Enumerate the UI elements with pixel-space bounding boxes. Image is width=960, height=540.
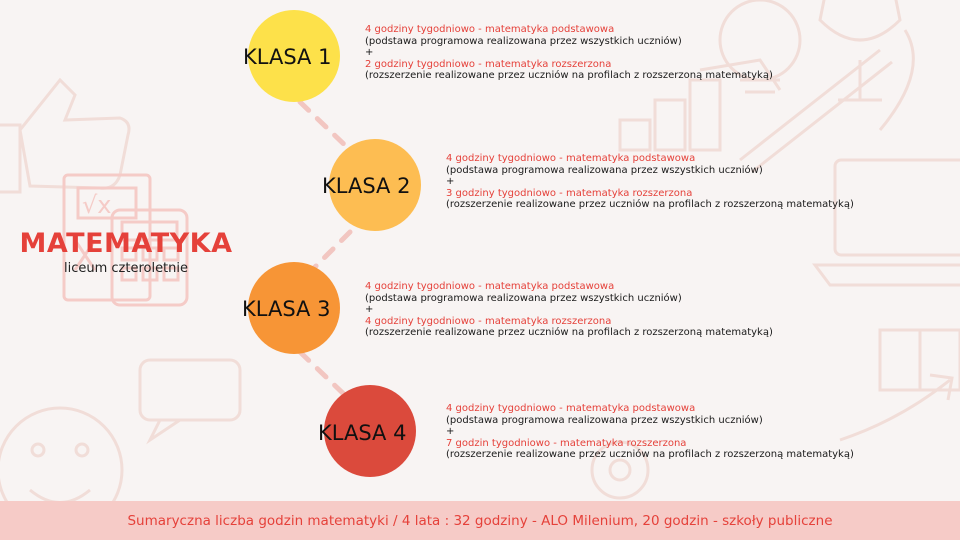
klasa-1-info bbox=[365, 24, 773, 82]
klasa-3-label: KLASA 3 bbox=[242, 297, 331, 321]
klasa-4-basic-note: (podstawa programowa realizowana przez wszystkich uczniów) bbox=[446, 414, 763, 426]
page-title: MATEMATYKA bbox=[19, 228, 233, 259]
klasa-1-label: KLASA 1 bbox=[243, 45, 332, 69]
klasa-4-extended: 7 godzin tygodniowo - matematyka rozszerzona bbox=[446, 437, 687, 449]
klasa-1-basic-note: (podstawa programowa realizowana przez wszystkich uczniów) bbox=[365, 35, 682, 47]
klasa-2-basic-note: (podstawa programowa realizowana przez wszystkich uczniów) bbox=[446, 164, 763, 176]
klasa-4-extended-note: (rozszerzenie realizowane przez uczniów na profilach z rozszerzoną matematyką) bbox=[446, 449, 854, 460]
klasa-1-extended: 2 godziny tygodniowo - matematyka rozszerzona bbox=[365, 58, 612, 70]
page-subtitle: liceum czteroletnie bbox=[63, 261, 189, 276]
footer-bar bbox=[0, 501, 960, 540]
klasa-3-info bbox=[365, 281, 773, 339]
klasa-4-label: KLASA 4 bbox=[318, 421, 407, 445]
title-block bbox=[10, 228, 242, 276]
klasa-3-plus: + bbox=[365, 304, 374, 315]
klasa-1-extended-note: (rozszerzenie realizowane przez uczniów na profilach z rozszerzoną matematyką) bbox=[365, 70, 773, 81]
klasa-1-basic: 4 godziny tygodniowo - matematyka podstawowa bbox=[365, 24, 615, 35]
klasa-2-extended-note: (rozszerzenie realizowane przez uczniów na profilach z rozszerzoną matematyką) bbox=[446, 199, 854, 210]
klasa-3-extended: 4 godziny tygodniowo - matematyka rozszerzona bbox=[365, 315, 612, 327]
klasa-2-info bbox=[446, 153, 854, 211]
klasa-2-basic: 4 godziny tygodniowo - matematyka podstawowa bbox=[446, 153, 696, 164]
klasa-4-basic: 4 godziny tygodniowo - matematyka podstawowa bbox=[446, 403, 696, 414]
klasa-1-plus: + bbox=[365, 47, 374, 58]
klasa-2-label: KLASA 2 bbox=[322, 174, 411, 198]
klasa-3-basic-note: (podstawa programowa realizowana przez wszystkich uczniów) bbox=[365, 292, 682, 304]
svg-text:√x: √x bbox=[82, 191, 112, 219]
klasa-4-info bbox=[446, 403, 854, 461]
klasa-2-extended: 3 godziny tygodniowo - matematyka rozszerzona bbox=[446, 187, 693, 199]
klasa-4-plus: + bbox=[446, 426, 455, 437]
klasa-2-plus: + bbox=[446, 176, 455, 187]
klasa-3-extended-note: (rozszerzenie realizowane przez uczniów na profilach z rozszerzoną matematyką) bbox=[365, 327, 773, 338]
footer-summary: Sumaryczna liczba godzin matematyki / 4 lata : 32 godziny - ALO Milenium, 20 godzin - szkoły publiczne bbox=[127, 512, 833, 529]
klasa-3-basic: 4 godziny tygodniowo - matematyka podstawowa bbox=[365, 281, 615, 292]
